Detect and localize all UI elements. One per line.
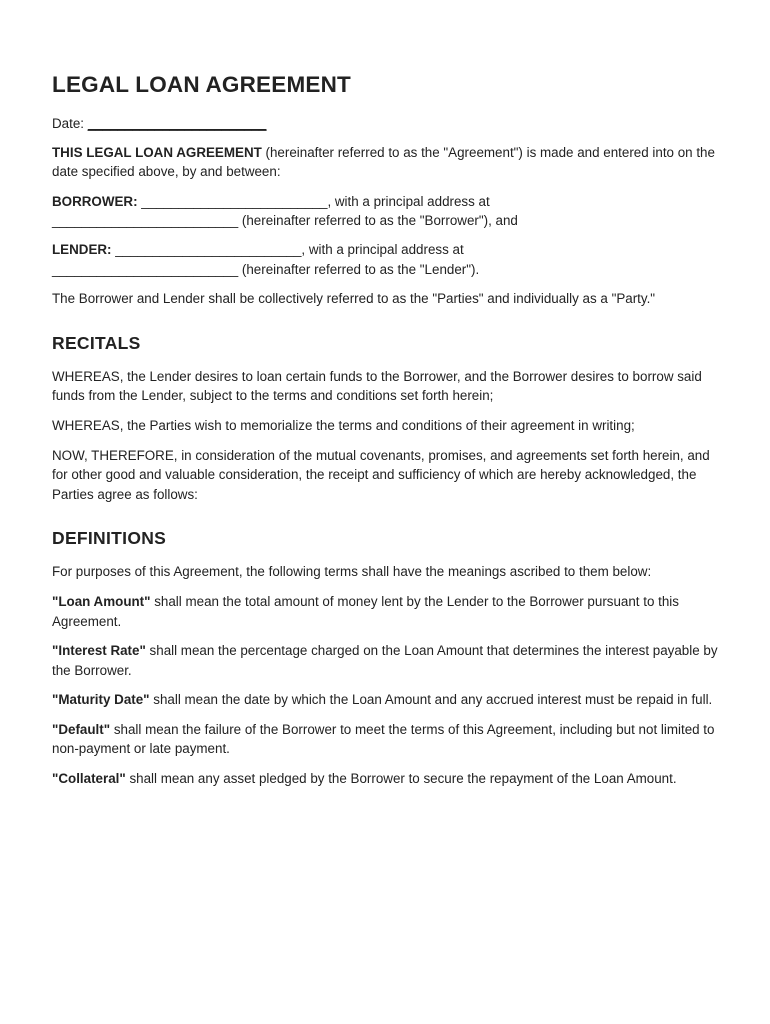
intro-bold: THIS LEGAL LOAN AGREEMENT xyxy=(52,144,262,160)
recital-paragraph: WHEREAS, the Lender desires to loan certain funds to the Borrower, and the Borrower desires to borrow said funds from the Lender, subject to the terms and conditions set forth herein; xyxy=(52,368,702,404)
lender-paragraph xyxy=(52,240,722,279)
definition-text: shall mean the failure of the Borrower to meet the terms of this Agreement, including but not limited to non-payment or late payment. xyxy=(52,721,715,757)
definitions-heading: DEFINITIONS xyxy=(52,528,167,549)
document-title: LEGAL LOAN AGREEMENT xyxy=(52,72,352,97)
definition-text: shall mean the total amount of money lent by the Lender to the Borrower pursuant to this Agreement. xyxy=(52,593,679,629)
date-line xyxy=(52,114,722,134)
definition-term: "Default" xyxy=(52,721,111,737)
lender-line1: _________________________, with a principal address at xyxy=(111,241,464,257)
definition-item xyxy=(52,720,722,759)
definition-term: "Collateral" xyxy=(52,771,126,787)
definition-item xyxy=(52,641,722,680)
recitals-heading: RECITALS xyxy=(52,332,141,353)
borrower-line2: _________________________ (hereinafter referred to as the "Borrower"), and xyxy=(52,213,518,229)
borrower-label: BORROWER: xyxy=(52,193,138,209)
intro-paragraph xyxy=(52,143,722,182)
parties-paragraph: The Borrower and Lender shall be collectively referred to as the "Parties" and individually as a "Party." xyxy=(52,291,656,307)
definition-text: shall mean the percentage charged on the Loan Amount that determines the interest payable by the Borrower. xyxy=(52,643,718,678)
definition-term: "Maturity Date" xyxy=(52,692,150,708)
definition-text: shall mean the date by which the Loan Amount and any accrued interest must be repaid in full. xyxy=(149,692,713,708)
borrower-line1: _________________________, with a principal address at xyxy=(137,193,490,209)
intro-text: (hereinafter referred to as the "Agreement") is made and entered into on the date specified above, by and between: xyxy=(52,144,715,180)
date-label: Date: xyxy=(52,116,85,131)
definition-item xyxy=(52,690,722,710)
recital-paragraph: NOW, THEREFORE, in consideration of the mutual covenants, promises, and agreements set forth herein, and for other good and valuable consideration, the receipt and sufficiency of which are hereby acknowledged, the Parties agree as follows: xyxy=(52,447,710,502)
definition-text: shall mean any asset pledged by the Borrower to secure the repayment of the Loan Amount. xyxy=(125,771,677,787)
document-body xyxy=(52,70,722,789)
definition-term: "Loan Amount" xyxy=(52,593,151,609)
definition-term: "Interest Rate" xyxy=(52,643,146,659)
borrower-paragraph xyxy=(52,192,722,231)
definition-item xyxy=(52,769,722,789)
date-blank: ________________________ xyxy=(87,116,267,131)
definition-item xyxy=(52,592,722,631)
definitions-intro: For purposes of this Agreement, the following terms shall have the meanings ascribed to them below: xyxy=(52,564,652,580)
recital-paragraph: WHEREAS, the Parties wish to memorialize the terms and conditions of their agreement in writing; xyxy=(52,417,635,433)
lender-label: LENDER: xyxy=(52,241,112,257)
lender-line2: _________________________ (hereinafter referred to as the "Lender"). xyxy=(52,261,480,277)
